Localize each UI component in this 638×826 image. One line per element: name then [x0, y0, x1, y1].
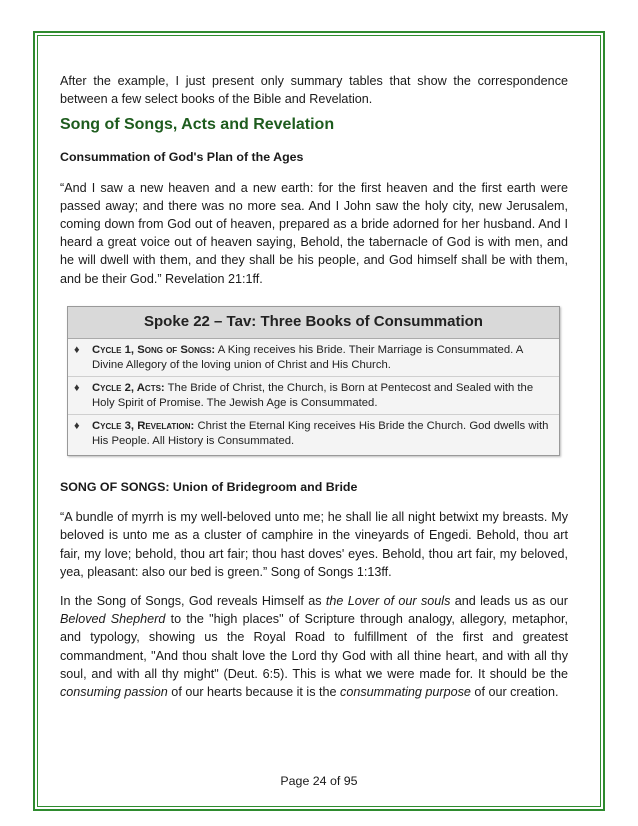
cycle-row — [68, 415, 559, 455]
page-number: Page 24 of 95 — [280, 774, 358, 788]
emphasis-text: Beloved Shepherd — [60, 612, 166, 627]
intro-paragraph: After the example, I just present only summary tables that show the correspondence between a few select books of the Bible and Revelation. — [60, 74, 568, 107]
cycle-label: Cycle 3, Revelation: — [92, 420, 195, 433]
song-of-songs-quote: “A bundle of myrrh is my well-beloved unto me; he shall lie all night betwixt my breasts. My beloved is unto me as a cluster of camphire in the vineyards of Engedi. Behold, thou art fair, my love; behold, thou art fair; thou hast doves' eyes. Behold, thou art fair, my beloved, yea, pleasant: also our bed is green.” Song of Songs 1:13ff. — [60, 510, 568, 579]
text-span: to the "high places" of Scripture through analogy, allegory, metaphor, and typology, showing us the Royal Road to fulfillment of the first and greatest commandment, "And thou shalt love the Lord thy God with all thine heart, and with all thy soul, and with all thy might" (Deut. 6:5). This is what we were made for. It should be the — [60, 612, 568, 681]
subheading-consummation: Consummation of God's Plan of the Ages — [60, 150, 304, 165]
diamond-bullet-icon: ♦ — [74, 382, 80, 395]
emphasis-text: consuming passion — [60, 685, 168, 700]
consummation-table-figure — [67, 306, 560, 456]
text-span: In the Song of Songs, God reveals Himself as — [60, 594, 326, 609]
cycle-row — [68, 377, 559, 415]
text-span: and leads us as our — [450, 594, 568, 609]
cycle-label: Cycle 1, Song of Songs: — [92, 344, 216, 357]
emphasis-text: the Lover of our souls — [325, 594, 451, 609]
section-heading: Song of Songs, Acts and Revelation — [60, 116, 335, 134]
body-paragraph — [60, 592, 568, 701]
cycle-row — [68, 339, 559, 377]
cycle-label: Cycle 2, Acts: — [92, 382, 165, 395]
figure-title: Spoke 22 – Tav: Three Books of Consummation — [68, 307, 559, 339]
cycle-description: A King receives his Bride. Their Marriage is Consummated. A Divine Allegory of the loving union of Christ and His Church. — [92, 344, 523, 372]
text-span: of our creation. — [470, 685, 559, 700]
diamond-bullet-icon: ♦ — [74, 420, 80, 433]
cycle-description: The Bride of Christ, the Church, is Born at Pentecost and Sealed with the Holy Spirit of Promise. The Jewish Age is Consummated. — [92, 382, 534, 410]
text-span: of our hearts because it is the — [167, 685, 341, 700]
emphasis-text: consummating purpose — [340, 685, 471, 700]
page-content — [60, 72, 568, 701]
diamond-bullet-icon: ♦ — [74, 344, 80, 357]
revelation-quote: “And I saw a new heaven and a new earth: for the first heaven and the first earth were passed away; and there was no more sea. And I John saw the holy city, new Jerusalem, coming down from God out of heaven, prepared as a bride adorned for her husband. And I heard a great voice out of heaven saying, Behold, the tabernacle of God is with men, and he will dwell with them, and they shall be his people, and God himself shall be with them, and be their God.” Revelation 21:1ff. — [60, 180, 568, 286]
subheading-song-of-songs: SONG OF SONGS: Union of Bridegroom and Bride — [60, 480, 358, 495]
cycle-description: Christ the Eternal King receives His Bride the Church. God dwells with His People. All History is Consummated. — [92, 420, 549, 448]
